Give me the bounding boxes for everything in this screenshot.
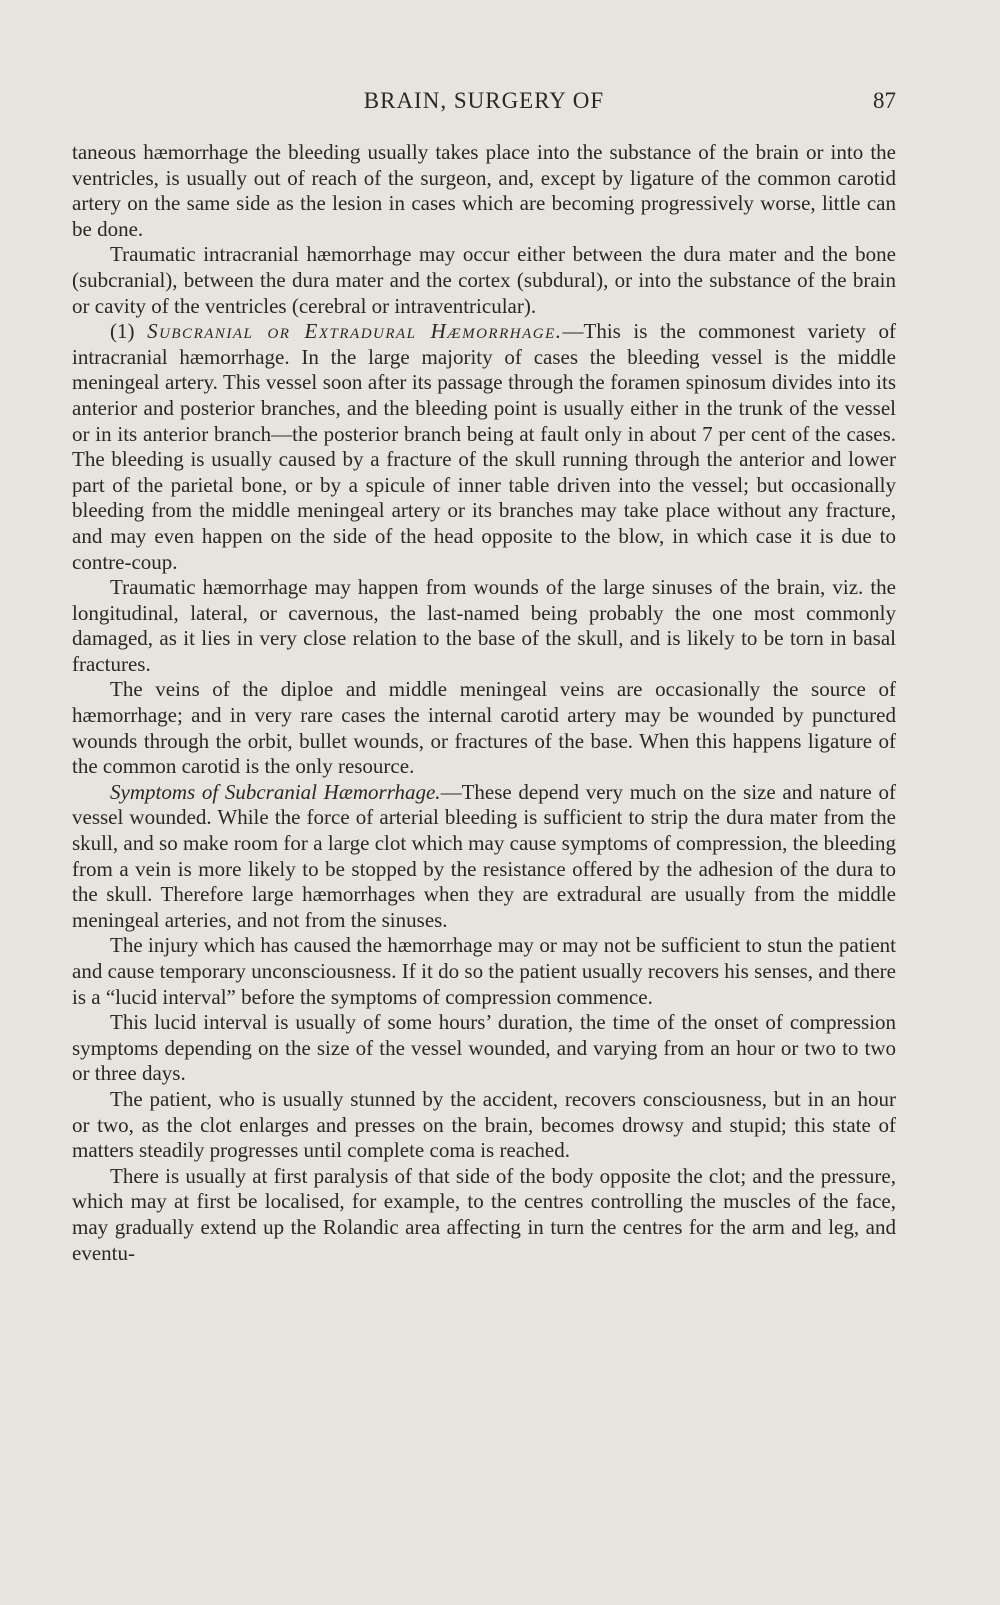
paragraph-text: The veins of the diploe and middle meningeal veins are occasionally the source of hæmorrhage; and in very rare cases the internal carotid artery may be wounded by punctured wounds through the orbit, bullet wounds, or fractures of the base. When this happens ligature of the common carotid is the only resource. <box>72 677 896 779</box>
paragraph-text: This lucid interval is usually of some hours’ duration, the time of the onset of compression symptoms depending on the size of the vessel wounded, and varying from an hour or two to two or three days. <box>72 1010 896 1086</box>
section-number: (1) <box>110 319 148 344</box>
paragraph <box>72 933 896 1010</box>
paragraph <box>72 1164 896 1266</box>
paragraph-text: —This is the commonest variety of intracranial hæmorrhage. In the large majority of cases the bleeding vessel is the middle meningeal artery. This vessel soon after its passage through the foramen spinosum divides into its anterior and posterior branches, and the bleeding point is usually either in the trunk of the vessel or in its anterior branch—the posterior branch being at fault only in about 7 per cent of the cases. The bleeding is usually caused by a fracture of the skull running through the anterior and lower part of the parietal bone, or by a spicule of inner table driven into the vessel; but occasionally bleeding from the middle meningeal artery or its branches may take place without any fracture, and may even happen on the side of the head opposite to the blow, in which case it is due to contre-coup. <box>72 319 896 574</box>
paragraph <box>72 1087 896 1164</box>
paragraph-text: taneous hæmorrhage the bleeding usually takes place into the substance of the brain or into the ventricles, is usually out of reach of the surgeon, and, except by ligature of the common carotid artery on the same side as the lesion in cases which are becoming progressively worse, little can be done. <box>72 140 896 241</box>
paragraph-text: There is usually at first paralysis of that side of the body opposite the clot; and the pressure, which may at first be localised, for example, to the centres controlling the muscles of the face, may gradually extend up the Rolandic area affecting in turn the centres for the arm and leg, and eventu- <box>72 1163 896 1265</box>
paragraph <box>72 575 896 677</box>
paragraph <box>72 1010 896 1087</box>
paragraph-symptoms <box>72 780 896 934</box>
paragraph <box>72 677 896 779</box>
paragraph-text: —These depend very much on the size and nature of vessel wounded. While the force of arterial bleeding is sufficient to strip the dura mater from the skull, and so make room for a large clot which may cause symptoms of compression, the bleeding from a vein is more likely to be stopped by the resistance offered by the adhesion of the dura to the skull. Therefore large hæmorrhages when they are extradural are usually from the middle meningeal arteries, and not from the sinuses. <box>72 779 896 932</box>
paragraph <box>72 242 896 319</box>
paragraph-subcranial-haemorrhage <box>72 319 896 575</box>
paragraph-continued <box>72 140 896 242</box>
page-number: 87 <box>873 88 896 113</box>
body-text <box>72 140 896 1266</box>
running-head <box>72 88 896 122</box>
paragraph-text: Traumatic hæmorrhage may happen from wounds of the large sinuses of the brain, viz. the longitudinal, lateral, or cavernous, the last-named being probably the one most commonly damaged, as it lies in very close relation to the base of the skull, and is likely to be torn in basal fractures. <box>72 575 896 676</box>
subsection-heading: Symptoms of Subcranial Hæmorrhage. <box>110 779 441 804</box>
section-heading: Subcranial or Extradural Hæmorrhage. <box>147 319 563 344</box>
paragraph-text: Traumatic intracranial hæmorrhage may occur either between the dura mater and the bone (subcranial), between the dura mater and the cortex (subdural), or into the substance of the brain or cavity of the ventricles (cerebral or intraventricular). <box>72 242 896 318</box>
paragraph-text: The patient, who is usually stunned by the accident, recovers consciousness, but in an hour or two, as the clot enlarges and presses on the brain, becomes drowsy and stupid; this state of matters steadily progresses until complete coma is reached. <box>72 1086 896 1163</box>
paragraph-text: The injury which has caused the hæmorrhage may or may not be sufficient to stun the patient and cause temporary unconsciousness. If it do so the patient usually recovers his senses, and there is a “lucid interval” before the symptoms of compression commence. <box>72 933 896 1009</box>
running-head-title: BRAIN, SURGERY OF <box>363 88 605 113</box>
